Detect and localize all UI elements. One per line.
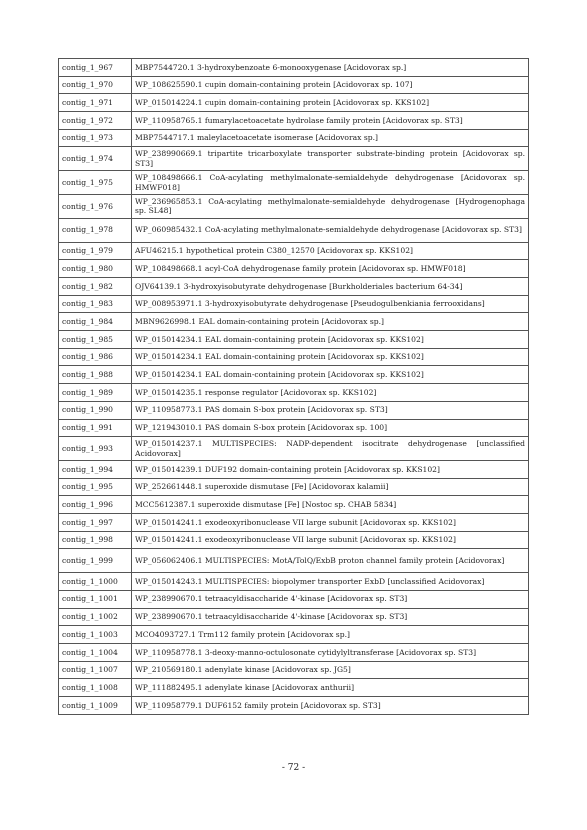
protein-description-cell: WP_015014241.1 exodeoxyribonuclease VII large subunit [Acidovorax sp. KKS102] [132,531,529,549]
contig-annotation-table [58,58,529,715]
protein-description-cell: WP_110958773.1 PAS domain S-box protein [Acidovorax sp. ST3] [132,401,529,419]
contig-id-cell: contig_1_985 [59,331,132,349]
contig-id-cell: contig_1_973 [59,129,132,147]
protein-description-cell: WP_015014234.1 EAL domain-containing protein [Acidovorax sp. KKS102] [132,366,529,384]
contig-id-cell: contig_1_976 [59,195,132,219]
contig-id-cell: contig_1_989 [59,384,132,402]
protein-description-cell: AFU46215.1 hypothetical protein C380_12570 [Acidovorax sp. KKS102] [132,242,529,260]
protein-description-cell: MBP7544717.1 maleylacetoacetate isomerase [Acidovorax sp.] [132,129,529,147]
table-row [59,626,529,644]
protein-description-cell: MBP7544720.1 3-hydroxybenzoate 6-monooxygenase [Acidovorax sp.] [132,59,529,77]
contig-id-cell: contig_1_997 [59,514,132,532]
contig-id-cell: contig_1_978 [59,218,132,242]
contig-id-cell: contig_1_991 [59,419,132,437]
contig-id-cell: contig_1_1002 [59,608,132,626]
table-row [59,643,529,661]
protein-description-cell: WP_108498666.1 CoA-acylating methylmalonate-semialdehyde dehydrogenase [Acidovorax sp. HMWF018] [132,171,529,195]
contig-id-cell: contig_1_982 [59,278,132,296]
contig-id-cell: contig_1_994 [59,460,132,478]
protein-description-cell: WP_236965853.1 CoA-acylating methylmalonate-semialdehyde dehydrogenase [Hydrogenophaga sp. SL48] [132,195,529,219]
table-row [59,531,529,549]
table-row [59,112,529,130]
table-row [59,260,529,278]
table-row [59,679,529,697]
table-row [59,94,529,112]
protein-description-cell: WP_015014237.1 MULTISPECIES: NADP-dependent isocitrate dehydrogenase [unclassified Acidovorax] [132,437,529,461]
protein-description-cell: WP_015014235.1 response regulator [Acidovorax sp. KKS102] [132,384,529,402]
table-row [59,401,529,419]
table-row [59,384,529,402]
protein-description-cell: WP_238990669.1 tripartite tricarboxylate transporter substrate-binding protein [Acidovorax sp. ST3] [132,147,529,171]
contig-id-cell: contig_1_970 [59,76,132,94]
contig-id-cell: contig_1_995 [59,478,132,496]
contig-id-cell: contig_1_1003 [59,626,132,644]
contig-id-cell: contig_1_1007 [59,661,132,679]
protein-description-cell: WP_060985432.1 CoA-acylating methylmalonate-semialdehyde dehydrogenase [Acidovorax sp. ST3] [132,218,529,242]
table-row [59,460,529,478]
table-row [59,129,529,147]
contig-id-cell: contig_1_974 [59,147,132,171]
table-row [59,697,529,715]
table-row [59,496,529,514]
protein-description-cell: MCC5612387.1 superoxide dismutase [Fe] [Nostoc sp. CHAB 5834] [132,496,529,514]
contig-id-cell: contig_1_986 [59,348,132,366]
table-body [59,59,529,715]
table-row [59,419,529,437]
table-row [59,295,529,313]
protein-description-cell: WP_108498668.1 acyl-CoA dehydrogenase family protein [Acidovorax sp. HMWF018] [132,260,529,278]
contig-id-cell: contig_1_980 [59,260,132,278]
protein-description-cell: WP_121943010.1 PAS domain S-box protein [Acidovorax sp. 100] [132,419,529,437]
contig-id-cell: contig_1_967 [59,59,132,77]
table-row [59,331,529,349]
protein-description-cell: WP_015014241.1 exodeoxyribonuclease VII large subunit [Acidovorax sp. KKS102] [132,514,529,532]
table-row [59,608,529,626]
table-row [59,549,529,573]
table-row [59,171,529,195]
protein-description-cell: OJV64139.1 3-hydroxyisobutyrate dehydrogenase [Burkholderiales bacterium 64-34] [132,278,529,296]
page-number: - 72 - [281,763,306,773]
contig-id-cell: contig_1_988 [59,366,132,384]
table-row [59,366,529,384]
protein-description-cell: WP_210569180.1 adenylate kinase [Acidovorax sp. JG5] [132,661,529,679]
results-table-container [58,58,529,715]
contig-id-cell: contig_1_1008 [59,679,132,697]
table-row [59,348,529,366]
table-row [59,147,529,171]
protein-description-cell: WP_238990670.1 tetraacyldisaccharide 4'-kinase [Acidovorax sp. ST3] [132,608,529,626]
protein-description-cell: WP_015014239.1 DUF192 domain-containing protein [Acidovorax sp. KKS102] [132,460,529,478]
protein-description-cell: WP_110958765.1 fumarylacetoacetate hydrolase family protein [Acidovorax sp. ST3] [132,112,529,130]
contig-id-cell: contig_1_999 [59,549,132,573]
table-row [59,76,529,94]
contig-id-cell: contig_1_975 [59,171,132,195]
protein-description-cell: WP_015014243.1 MULTISPECIES: biopolymer transporter ExbD [unclassified Acidovorax] [132,573,529,591]
protein-description-cell: WP_015014234.1 EAL domain-containing protein [Acidovorax sp. KKS102] [132,348,529,366]
protein-description-cell: WP_238990670.1 tetraacyldisaccharide 4'-kinase [Acidovorax sp. ST3] [132,590,529,608]
contig-id-cell: contig_1_1001 [59,590,132,608]
table-row [59,242,529,260]
contig-id-cell: contig_1_984 [59,313,132,331]
table-row [59,661,529,679]
contig-id-cell: contig_1_1000 [59,573,132,591]
table-row [59,437,529,461]
contig-id-cell: contig_1_983 [59,295,132,313]
protein-description-cell: MCO4093727.1 Trm112 family protein [Acidovorax sp.] [132,626,529,644]
table-row [59,218,529,242]
table-row [59,478,529,496]
protein-description-cell: MBN9626998.1 EAL domain-containing protein [Acidovorax sp.] [132,313,529,331]
protein-description-cell: WP_008953971.1 3-hydroxyisobutyrate dehydrogenase [Pseudogulbenkiania ferrooxidans] [132,295,529,313]
table-row [59,514,529,532]
table-row [59,590,529,608]
table-row [59,278,529,296]
protein-description-cell: WP_111882495.1 adenylate kinase [Acidovorax anthurii] [132,679,529,697]
contig-id-cell: contig_1_971 [59,94,132,112]
protein-description-cell: WP_110958779.1 DUF6152 family protein [Acidovorax sp. ST3] [132,697,529,715]
protein-description-cell: WP_108625590.1 cupin domain-containing protein [Acidovorax sp. 107] [132,76,529,94]
contig-id-cell: contig_1_979 [59,242,132,260]
contig-id-cell: contig_1_998 [59,531,132,549]
contig-id-cell: contig_1_993 [59,437,132,461]
contig-id-cell: contig_1_990 [59,401,132,419]
contig-id-cell: contig_1_1004 [59,643,132,661]
protein-description-cell: WP_252661448.1 superoxide dismutase [Fe] [Acidovorax kalamii] [132,478,529,496]
protein-description-cell: WP_015014224.1 cupin domain-containing protein [Acidovorax sp. KKS102] [132,94,529,112]
protein-description-cell: WP_110958778.1 3-deoxy-manno-octulosonate cytidylyltransferase [Acidovorax sp. ST3] [132,643,529,661]
contig-id-cell: contig_1_1009 [59,697,132,715]
contig-id-cell: contig_1_972 [59,112,132,130]
contig-id-cell: contig_1_996 [59,496,132,514]
table-row [59,59,529,77]
table-row [59,573,529,591]
table-row [59,313,529,331]
protein-description-cell: WP_015014234.1 EAL domain-containing protein [Acidovorax sp. KKS102] [132,331,529,349]
table-row [59,195,529,219]
protein-description-cell: WP_056062406.1 MULTISPECIES: MotA/TolQ/ExbB proton channel family protein [Acidovorax] [132,549,529,573]
